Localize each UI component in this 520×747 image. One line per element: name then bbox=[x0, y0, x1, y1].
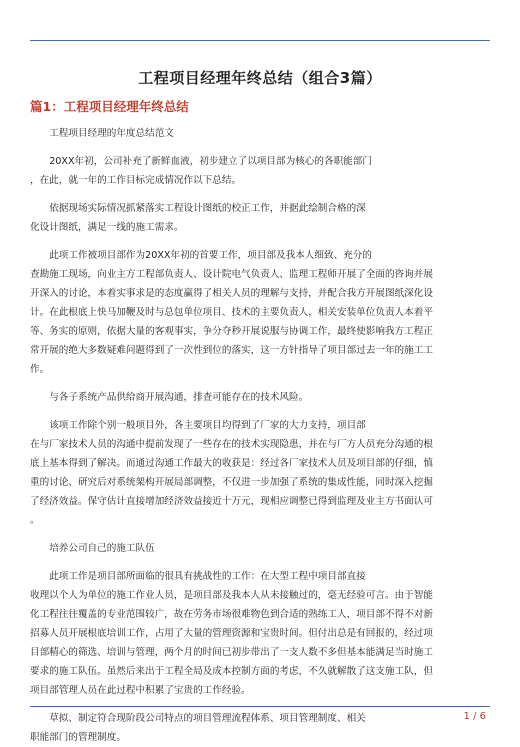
footer-rule bbox=[30, 706, 490, 707]
paragraph: 20XX年初，公司补充了新鲜血液，初步建立了以项目部为核心的各职能部门 ，在此，就一年的工作目标完成情况作以下总结。 bbox=[30, 156, 372, 186]
paragraph: 依据现场实际情况抓紧落实工程设计图纸的校正工作，并据此绘制合格的深 化设计图纸，满足一线的施工需求。 bbox=[30, 203, 366, 233]
paragraph: 该项工作除个别一般项目外，各主要项目均得到了厂家的大力支持，项目部 在与厂家技术人员的沟通中提前发现了一些存在的技术实现隐患，并在与厂方人员充分沟通的根 底上基本得到了解决。而通过沟通工作最大的收获是：经过各厂家技术人员及项目部的仔细，慎 重的讨论、研究后对系统架构开展局部调整，不仅进一步加强了系统的集成性能，同时深入挖掘 了经济效益。保守估计直接增加经济效益接近十万元，现相应调整已得到监理及业主方书面认可 。 bbox=[30, 420, 433, 526]
paragraph: 草拟、制定符合现阶段公司特点的项目管理流程体系、项目管理制度、相关 职能部门的管理制度。 bbox=[30, 713, 366, 743]
paragraph: 与各子系统产品供给商开展沟通，排查可能存在的技术风险。 bbox=[49, 392, 309, 403]
paragraph: 培养公司自己的施工队伍 bbox=[49, 543, 155, 554]
paragraph: 此项工作是项目部所面临的很具有挑战性的工作：在大型工程中项目部直接 收理以个人为单位的施工作业人员，是项目部及我本人从未接触过的，毫无经验可言。由于智能 化工程往往覆盖的专业范围较广，故在劳务市场很难物色到合适的熟练工人，项目部不得不对新 招募人员开展根底培训工作，占用了大量的管理资源和宝贵时间。但付出总是有回报的，经过项 目部精心的筛选、培训与管理，两个月的时间已初步带出了一支人数不多但基本能满足当时施工 要求的施工队伍。虽然后来出于工程全局及成本控制方面的考虑，不久就解散了这支施工队，但 项目部管理人员在此过程中积累了宝贵的工作经验。 bbox=[30, 571, 433, 696]
page-number: 1 / 6 bbox=[463, 711, 486, 722]
section-heading: 篇1：工程项目经理年终总结 bbox=[30, 99, 189, 114]
header-rule bbox=[30, 40, 490, 41]
paragraph: 此项工作被项目部作为20XX年初的首要工作，项目部及我本人细致、充分的 查勘施工现场，向业主方工程部负责人、设计院电气负责人、监理工程师开展了全面的咨询并展 开深入的讨论，本着实事求是的态度赢得了相关人员的理解与支持，并配合我方开展图纸深化设 计。在此根底上快马加鞭及时与总包单位项目、技术的主要负责人，相关安装单位负责人本着平 等、务实的原则，依据大量的客观事实，争分夺秒开展说服与协调工作，最终使影响我方工程正 常开展的绝大多数疑难问题得到了一次性到位的落实，这一方针指导了项目部过去一年的施工工 作。 bbox=[30, 250, 433, 375]
paragraph: 工程项目经理的年度总结范文 bbox=[49, 128, 174, 139]
document-title: 工程项目经理年终总结（组合3篇） bbox=[138, 69, 382, 87]
document-body bbox=[30, 124, 492, 747]
